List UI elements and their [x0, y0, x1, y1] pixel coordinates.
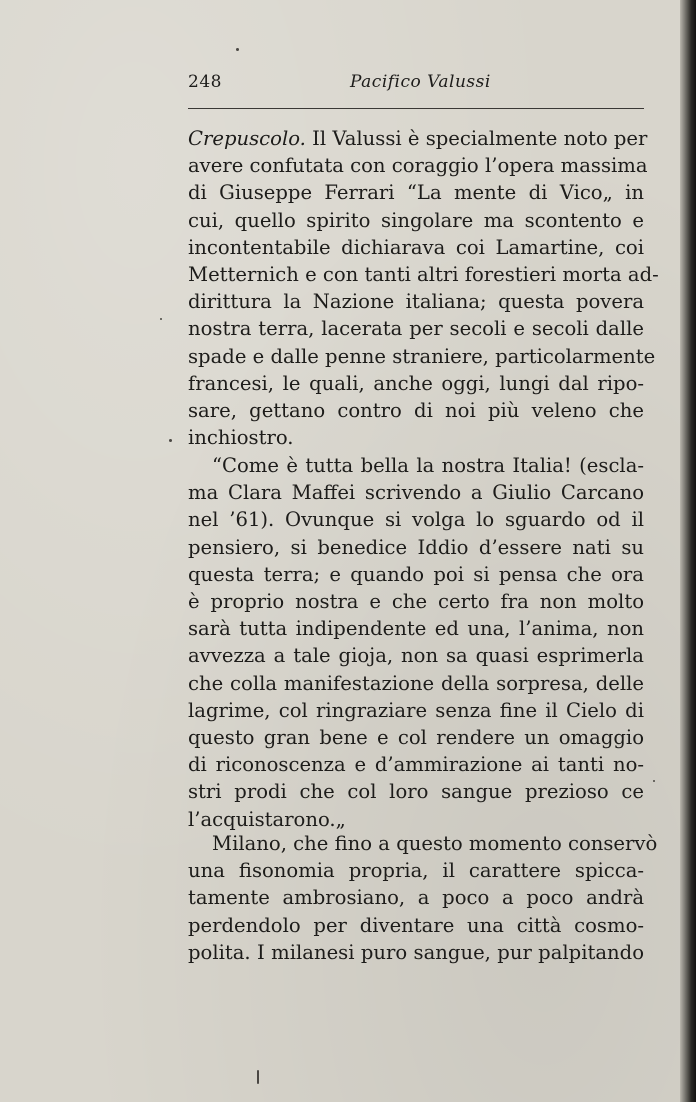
page-edge-shadow [680, 0, 696, 1102]
header-rule [188, 108, 644, 109]
text-line: cui, quello spirito singolare ma scontento e [188, 208, 644, 232]
text-line: incontentabile dichiarava coi Lamartine, coi [188, 235, 644, 259]
page-header [188, 68, 644, 108]
text-line [188, 125, 648, 152]
text-line: spade e dalle penne straniere, particolarmente [188, 344, 656, 368]
text-line: tamente ambrosiano, a poco a poco andrà [188, 886, 644, 910]
paragraph-3 [188, 830, 658, 966]
text-line: stri prodi che col loro sangue prezioso ce [188, 780, 644, 804]
text-line: questa terra; e quando poi si pensa che ora [188, 562, 644, 586]
paper-speck [653, 780, 655, 782]
text-line: inchiostro. [188, 426, 294, 450]
paragraph-1 [188, 125, 659, 451]
page-number: 248 [188, 72, 222, 92]
paper-speck [236, 48, 239, 51]
text-line: pensiero, si benedice Iddio d’essere nati su [188, 535, 644, 559]
text-line: dirittura la Nazione italiana; questa povera [188, 290, 644, 314]
paper-speck [160, 318, 162, 320]
italic-word: Crepuscolo. [188, 127, 306, 150]
text-line: nel ’61). Ovunque si volga lo sguardo od il [188, 508, 644, 532]
text-line: polita. I milanesi puro sangue, pur palpitando [188, 940, 644, 964]
paragraph-2 [188, 452, 644, 833]
text-line: sarà tutta indipendente ed una, l’anima, non [188, 617, 644, 641]
text-line: “Come è tutta bella la nostra Italia! (escla- [212, 454, 644, 477]
text-line: Metternich e con tanti altri forestieri morta ad- [188, 263, 659, 287]
text-line: sare, gettano contro di noi più veleno che [188, 399, 644, 423]
text-line: nostra terra, lacerata per secoli e secoli dalle [188, 317, 644, 341]
text-line: avere confutata con coraggio l’opera massima [188, 154, 648, 178]
text-line: francesi, le quali, anche oggi, lungi dal ripo- [188, 371, 644, 395]
text-line: avvezza a tale gioja, non sa quasi esprimerla [188, 644, 644, 668]
running-title: Pacifico Valussi [350, 72, 491, 92]
text-line: di Giuseppe Ferrari “La mente di Vico„ in [188, 181, 644, 205]
text-line: che colla manifestazione della sorpresa, delle [188, 671, 644, 695]
text-line: una fisonomia propria, il carattere spicca- [188, 859, 644, 883]
text-line: di riconoscenza e d’ammirazione ai tanti no- [188, 753, 644, 777]
text-line: ma Clara Maffei scrivendo a Giulio Carcano [188, 481, 644, 505]
text-line: questo gran bene e col rendere un omaggio [188, 726, 644, 750]
paper-speck [169, 439, 172, 442]
text-line: è proprio nostra e che certo fra non molto [188, 590, 644, 614]
text-line-rest: Il Valussi è specialmente noto per [305, 127, 648, 150]
paper-speck [257, 1070, 259, 1084]
text-line: perdendolo per diventare una città cosmo- [188, 913, 644, 937]
text-line: Milano, che fino a questo momento conservò [212, 832, 658, 855]
text-line: l’acquistarono.„ [188, 807, 346, 831]
text-line: lagrime, col ringraziare senza fine il Cielo di [188, 698, 644, 722]
